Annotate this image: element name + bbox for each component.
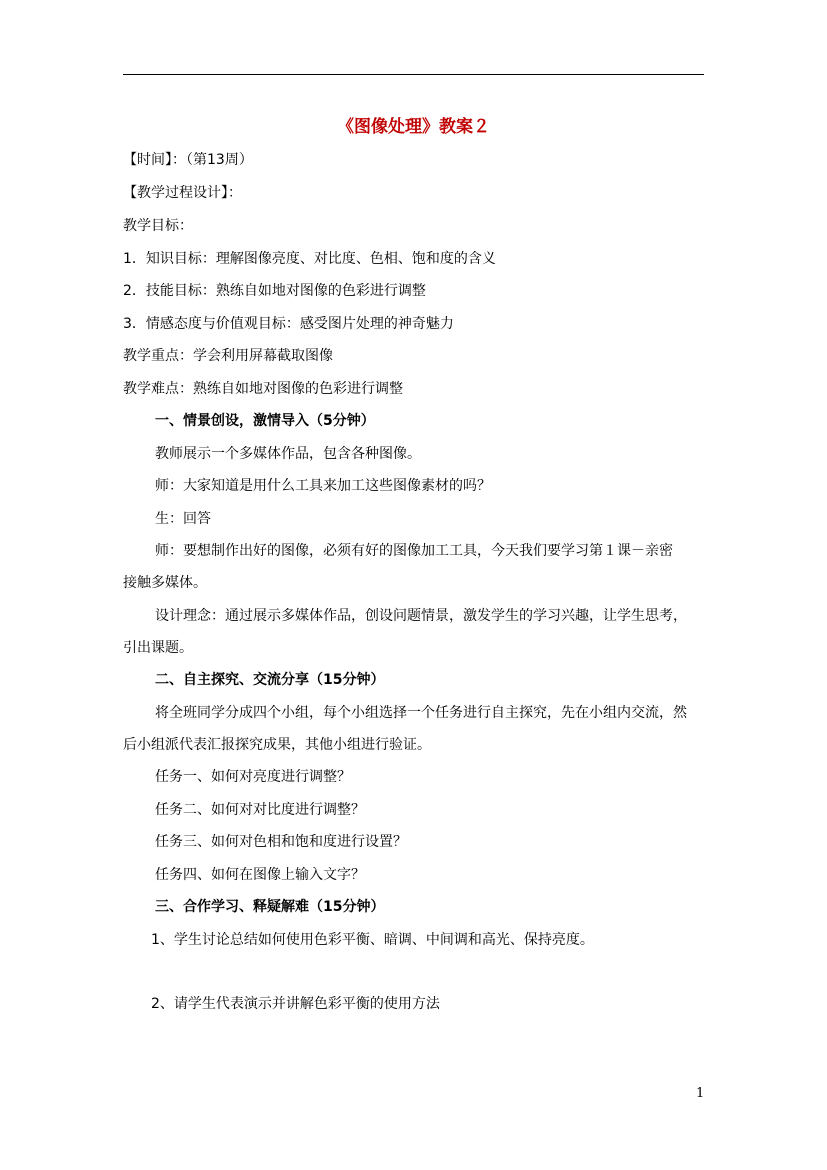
page-number: 1 [696, 1086, 705, 1101]
paragraph: 1、学生讨论总结如何使用色彩平衡、暗调、中间调和高光、保持亮度。 [151, 932, 594, 948]
objectives-label: 教学目标： [123, 218, 193, 234]
objective-skill: 2．技能目标：熟练自如地对图像的色彩进行调整 [123, 283, 426, 299]
paragraph: 教师展示一个多媒体作品，包含各种图像。 [155, 446, 421, 462]
objective-knowledge: 1．知识目标：理解图像亮度、对比度、色相、饱和度的含义 [123, 251, 496, 267]
document-title: 《图像处理》教案２ [337, 117, 490, 137]
paragraph-continuation: 引出课题。 [123, 640, 193, 656]
difficult-point: 教学难点：熟练自如地对图像的色彩进行调整 [123, 381, 403, 397]
section-3-heading: 三、合作学习、释疑解难（15分钟） [155, 899, 385, 915]
section-1-heading: 一、情景创设，激情导入（5分钟） [155, 413, 375, 429]
paragraph: 师：要想制作出好的图像，必须有好的图像加工工具，今天我们要学习第１课－亲密 [155, 543, 673, 559]
paragraph: 生：回答 [155, 511, 211, 527]
task-item: 任务一、如何对亮度进行调整？ [155, 769, 351, 785]
paragraph-continuation: 接触多媒体。 [123, 575, 207, 591]
paragraph: 将全班同学分成四个小组，每个小组选择一个任务进行自主探究，先在小组内交流，然 [155, 705, 687, 721]
key-point: 教学重点：学会利用屏幕截取图像 [123, 348, 333, 364]
task-item: 任务三、如何对色相和饱和度进行设置？ [155, 834, 407, 850]
time-line: 【时间】：（第13周） [123, 152, 253, 168]
process-design-heading: 【教学过程设计】： [123, 185, 242, 201]
header-rule [123, 74, 704, 75]
objective-attitude: 3．情感态度与价值观目标：感受图片处理的神奇魅力 [123, 316, 454, 332]
section-2-heading: 二、自主探究、交流分享（15分钟） [155, 672, 385, 688]
paragraph: 2、请学生代表演示并讲解色彩平衡的使用方法 [151, 996, 440, 1012]
task-item: 任务二、如何对对比度进行调整？ [155, 802, 365, 818]
paragraph: 设计理念：通过展示多媒体作品，创设问题情景，激发学生的学习兴趣，让学生思考， [155, 608, 687, 624]
paragraph: 师：大家知道是用什么工具来加工这些图像素材的吗？ [155, 478, 491, 494]
task-item: 任务四、如何在图像上输入文字？ [155, 867, 365, 883]
paragraph-continuation: 后小组派代表汇报探究成果，其他小组进行验证。 [123, 737, 431, 753]
